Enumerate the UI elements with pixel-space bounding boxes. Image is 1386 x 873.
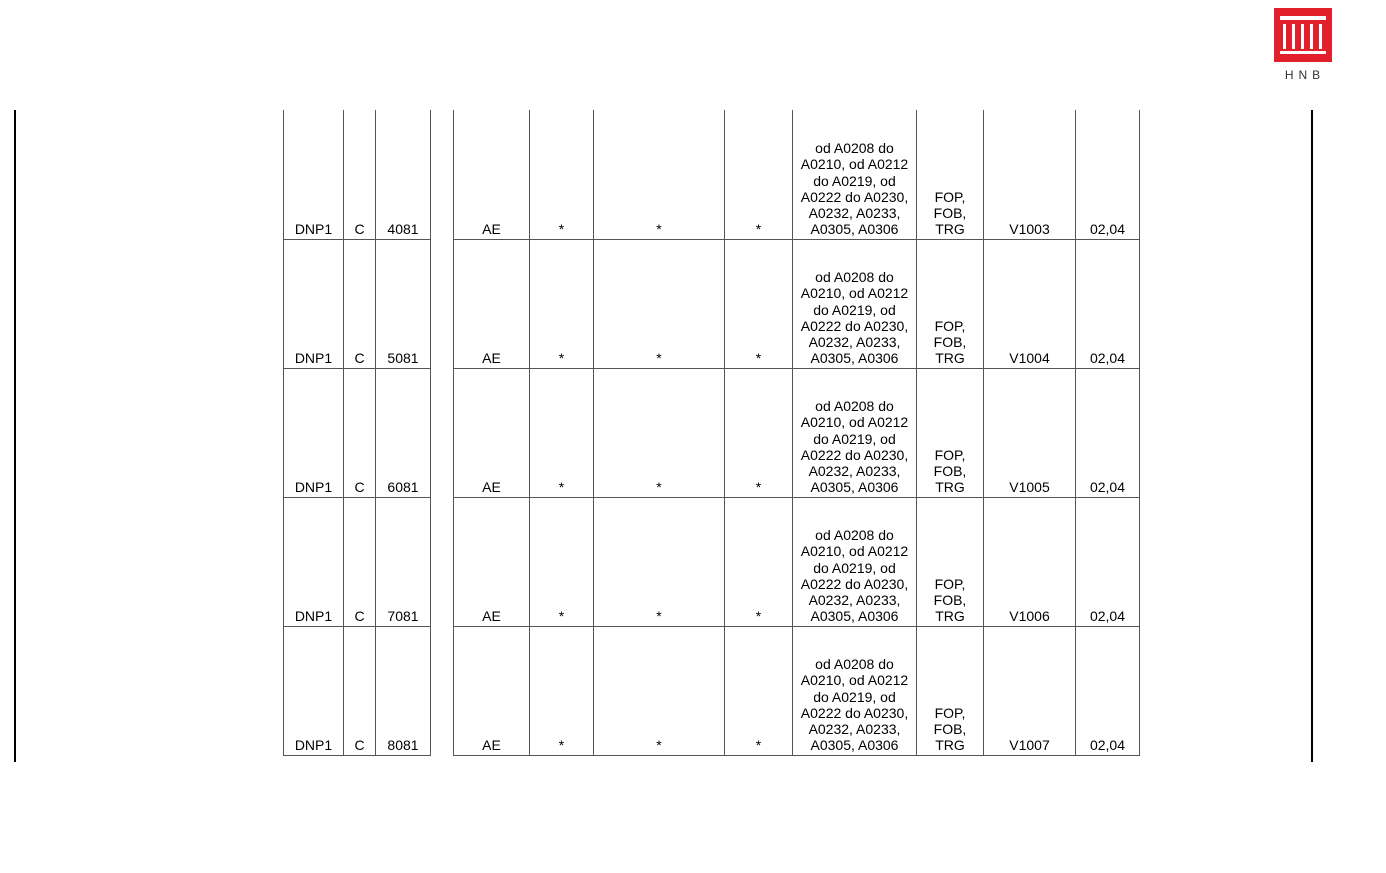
star-cell: * [594, 497, 725, 626]
type-cell: C [344, 110, 376, 239]
star-cell: * [725, 110, 793, 239]
type-cell: C [344, 626, 376, 755]
version-cell: 02,04 [1076, 110, 1140, 239]
entities-cell: FOP, FOB, TRG [917, 626, 984, 755]
version-cell: 02,04 [1076, 626, 1140, 755]
range-cell: od A0208 do A0210, od A0212 do A0219, od A0222 do A0230, A0232, A0233, A0305, A0306 [793, 239, 917, 368]
star-cell: * [594, 626, 725, 755]
star-cell: * [725, 626, 793, 755]
kind-cell: AE [454, 239, 530, 368]
entities-cell: FOP, FOB, TRG [917, 368, 984, 497]
type-cell: C [344, 368, 376, 497]
range-cell: od A0208 do A0210, od A0212 do A0219, od A0222 do A0230, A0232, A0233, A0305, A0306 [793, 497, 917, 626]
star-cell: * [530, 497, 594, 626]
form-cell: DNP1 [284, 626, 344, 755]
type-cell: C [344, 239, 376, 368]
star-cell: * [530, 239, 594, 368]
type-cell: C [344, 497, 376, 626]
table-row [454, 110, 1140, 239]
range-cell: od A0208 do A0210, od A0212 do A0219, od A0222 do A0230, A0232, A0233, A0305, A0306 [793, 368, 917, 497]
rule-cell: V1005 [984, 368, 1076, 497]
star-cell: * [594, 239, 725, 368]
table-row [284, 497, 431, 626]
kind-cell: AE [454, 110, 530, 239]
right-page-rule [1311, 110, 1313, 762]
logo-text: HNB [1284, 68, 1326, 82]
version-cell: 02,04 [1076, 368, 1140, 497]
code-cell: 8081 [376, 626, 431, 755]
table-row [284, 626, 431, 755]
table-row [454, 368, 1140, 497]
table-row [454, 239, 1140, 368]
star-cell: * [725, 368, 793, 497]
kind-cell: AE [454, 497, 530, 626]
kind-cell: AE [454, 368, 530, 497]
version-cell: 02,04 [1076, 239, 1140, 368]
version-cell: 02,04 [1076, 497, 1140, 626]
table-row [284, 368, 431, 497]
star-cell: * [594, 368, 725, 497]
table-row [284, 239, 431, 368]
star-cell: * [530, 626, 594, 755]
star-cell: * [725, 239, 793, 368]
range-cell: od A0208 do A0210, od A0212 do A0219, od A0222 do A0230, A0232, A0233, A0305, A0306 [793, 110, 917, 239]
code-cell: 6081 [376, 368, 431, 497]
rule-cell: V1007 [984, 626, 1076, 755]
range-cell: od A0208 do A0210, od A0212 do A0219, od A0222 do A0230, A0232, A0233, A0305, A0306 [793, 626, 917, 755]
kind-cell: AE [454, 626, 530, 755]
rule-cell: V1003 [984, 110, 1076, 239]
form-cell: DNP1 [284, 497, 344, 626]
code-cell: 7081 [376, 497, 431, 626]
rule-cell: V1004 [984, 239, 1076, 368]
table-row [284, 110, 431, 239]
hnb-logo [1274, 8, 1332, 86]
form-cell: DNP1 [284, 239, 344, 368]
entities-cell: FOP, FOB, TRG [917, 110, 984, 239]
left-table [283, 110, 431, 756]
code-cell: 4081 [376, 110, 431, 239]
table-row [454, 497, 1140, 626]
code-cell: 5081 [376, 239, 431, 368]
star-cell: * [725, 497, 793, 626]
star-cell: * [594, 110, 725, 239]
form-cell: DNP1 [284, 368, 344, 497]
entities-cell: FOP, FOB, TRG [917, 497, 984, 626]
star-cell: * [530, 110, 594, 239]
rule-cell: V1006 [984, 497, 1076, 626]
star-cell: * [530, 368, 594, 497]
entities-cell: FOP, FOB, TRG [917, 239, 984, 368]
left-page-rule [14, 110, 16, 762]
table-row [454, 626, 1140, 755]
bank-building-icon [1274, 8, 1332, 62]
right-table [453, 110, 1140, 756]
form-cell: DNP1 [284, 110, 344, 239]
